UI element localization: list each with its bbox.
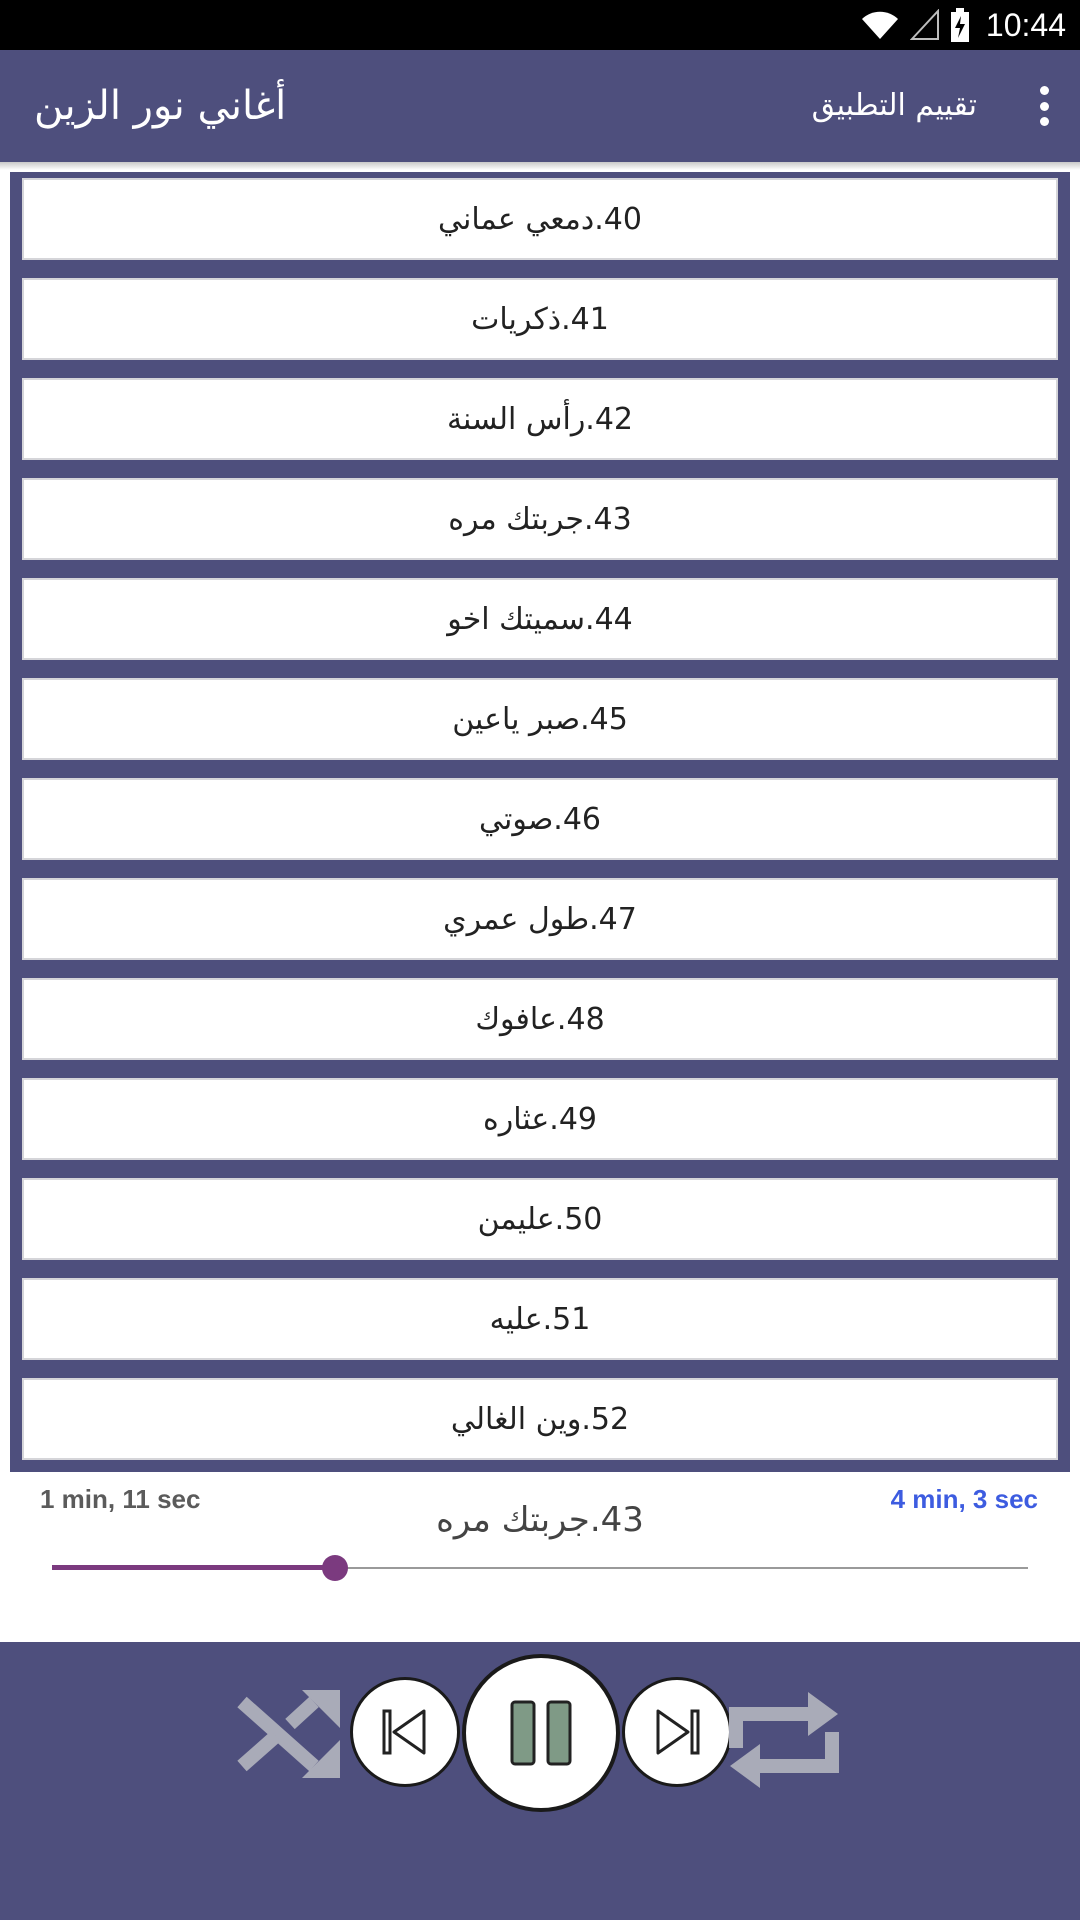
song-label: 49.عثاره [482, 1101, 598, 1137]
menu-dot [1040, 86, 1049, 95]
song-item[interactable] [22, 178, 1058, 260]
app-title: أغاني نور الزين [34, 83, 287, 129]
repeat-button[interactable] [728, 1690, 840, 1790]
song-label: 52.وين الغالي [450, 1401, 630, 1437]
song-item[interactable] [22, 1378, 1058, 1460]
menu-dot [1040, 117, 1049, 126]
battery-charging-icon [950, 8, 970, 42]
seek-bar[interactable] [52, 1567, 1028, 1569]
app-bar [0, 50, 1080, 162]
song-item[interactable] [22, 778, 1058, 860]
song-label: 44.سميتك اخو [447, 601, 633, 637]
player-controls [0, 1642, 1080, 1920]
rate-app-button[interactable]: تقييم التطبيق [811, 88, 977, 123]
next-button[interactable] [622, 1677, 732, 1787]
song-label: 51.عليه [489, 1301, 591, 1337]
overflow-menu-icon[interactable] [1034, 86, 1054, 126]
now-playing-label: 43.جربتك مره [436, 1500, 644, 1540]
song-label: 50.عليمن [477, 1201, 603, 1237]
status-time: 10:44 [985, 6, 1066, 43]
signal-icon [910, 9, 940, 41]
play-pause-button[interactable] [462, 1654, 620, 1812]
menu-dot [1040, 102, 1049, 111]
song-item[interactable] [22, 978, 1058, 1060]
song-label: 40.دمعي عماني [438, 201, 642, 237]
song-item[interactable] [22, 678, 1058, 760]
song-item[interactable] [22, 1278, 1058, 1360]
song-item[interactable] [22, 278, 1058, 360]
song-label: 48.عافوك [475, 1001, 605, 1037]
skip-next-icon [652, 1707, 702, 1757]
song-item[interactable] [22, 878, 1058, 960]
total-time: 4 min, 3 sec [890, 1484, 1038, 1514]
pause-icon [506, 1698, 576, 1768]
song-label: 45.صبر ياعين [452, 701, 628, 737]
repeat-icon [728, 1690, 840, 1790]
song-list[interactable] [10, 172, 1070, 1472]
skip-previous-icon [380, 1707, 430, 1757]
song-item[interactable] [22, 578, 1058, 660]
song-label: 41.ذكريات [471, 301, 609, 337]
song-item[interactable] [22, 478, 1058, 560]
status-bar [0, 0, 1080, 50]
song-label: 47.طول عمري [443, 901, 637, 937]
song-item[interactable] [22, 378, 1058, 460]
shuffle-button[interactable] [236, 1690, 344, 1780]
song-item[interactable] [22, 1078, 1058, 1160]
previous-button[interactable] [350, 1677, 460, 1787]
elapsed-time: 1 min, 11 sec [40, 1484, 201, 1514]
song-label: 42.رأس السنة [446, 401, 634, 437]
song-item[interactable] [22, 1178, 1058, 1260]
seek-progress [52, 1565, 335, 1570]
now-playing-title [0, 1500, 1080, 1540]
song-label: 43.جربتك مره [448, 501, 632, 537]
shuffle-icon [236, 1690, 344, 1780]
song-label: 46.صوتي [478, 801, 602, 837]
app-bar-shadow [0, 162, 1080, 170]
wifi-icon [860, 9, 900, 41]
seek-thumb[interactable] [322, 1555, 348, 1581]
